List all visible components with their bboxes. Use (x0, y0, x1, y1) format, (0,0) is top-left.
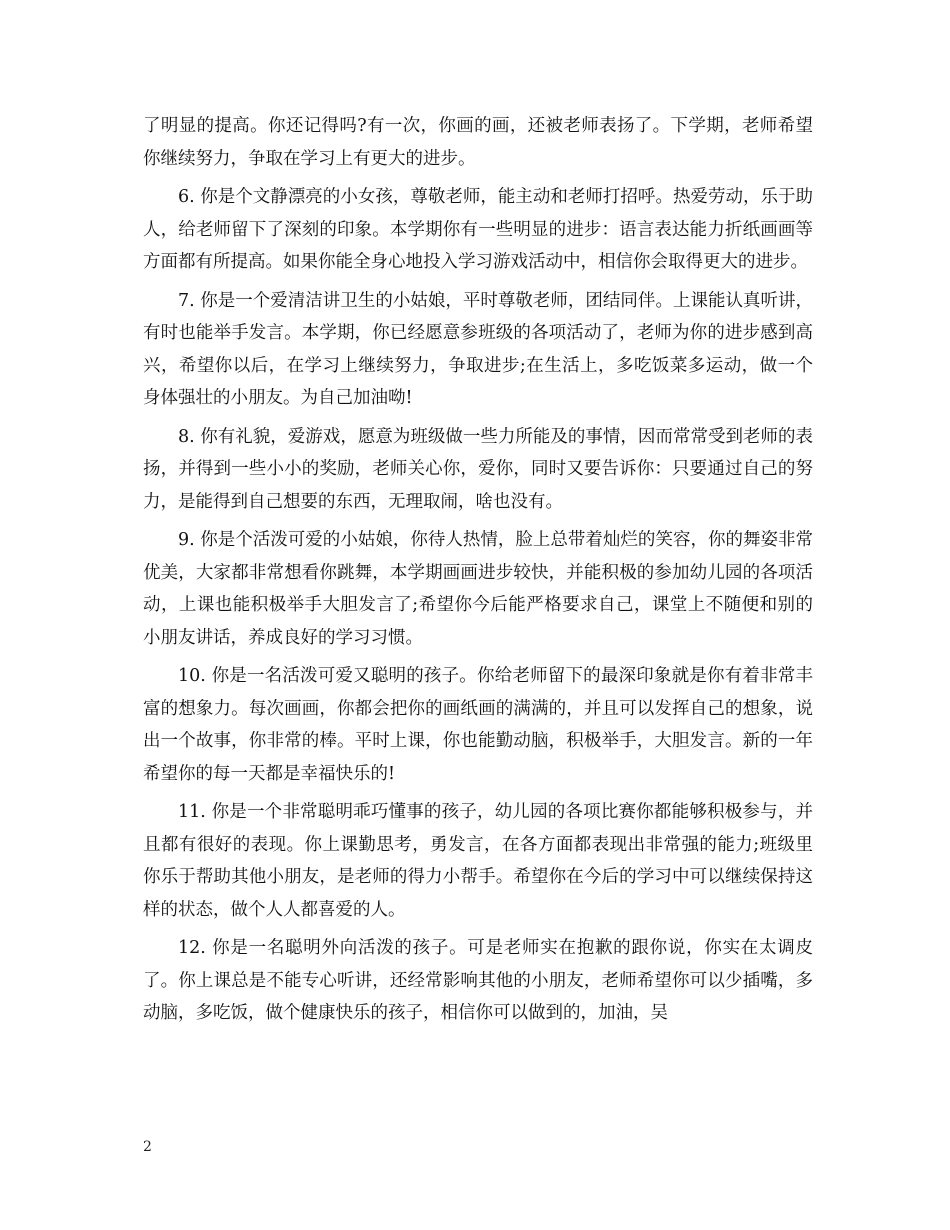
paragraph-item-10: 10. 你是一名活泼可爱又聪明的孩子。你给老师留下的最深印象就是你有着非常丰富的想象力。每次画画，你都会把你的画纸画的满满的，并且可以发挥自己的想象，说出一个故事，你非常的棒。平时上课，你也能勤动脑，积极举手，大胆发言。新的一年希望你的每一天都是幸福快乐的! (143, 666, 813, 784)
paragraph-item-9: 9. 你是个活泼可爱的小姑娘，你待人热情，脸上总带着灿烂的笑容，你的舞姿非常优美，大家都非常想看你跳舞，本学期画画进步较快，并能积极的参加幼儿园的各项活动，上课也能积极举手大胆发言了;希望你今后能严格要求自己，课堂上不随便和别的小朋友讲话，养成良好的学习习惯。 (143, 530, 813, 648)
paragraph-item-8: 8. 你有礼貌，爱游戏，愿意为班级做一些力所能及的事情，因而常常受到老师的表扬，并得到一些小小的奖励，老师关心你，爱你，同时又要告诉你：只要通过自己的努力，是能得到自己想要的东西，无理取闹，啥也没有。 (143, 426, 813, 512)
paragraph-item-7: 7. 你是一个爱清洁讲卫生的小姑娘，平时尊敬老师，团结同伴。上课能认真听讲，有时也能举手发言。本学期，你已经愿意参班级的各项活动了，老师为你的进步感到高兴，希望你以后，在学习上继续努力，争取进步;在生活上，多吃饭菜多运动，做一个身体强壮的小朋友。为自己加油呦! (143, 290, 813, 408)
paragraph-item-11: 11. 你是一个非常聪明乖巧懂事的孩子，幼儿园的各项比赛你都能够积极参与，并且都有很好的表现。你上课勤思考，勇发言，在各方面都表现出非常强的能力;班级里你乐于帮助其他小朋友，是老师的得力小帮手。希望你在今后的学习中可以继续保持这样的状态，做个人人都喜爱的人。 (143, 802, 813, 920)
paragraph-item-12: 12. 你是一名聪明外向活泼的孩子。可是老师实在抱歉的跟你说，你实在太调皮了。你上课总是不能专心听讲，还经常影响其他的小朋友，老师希望你可以少插嘴，多动脑，多吃饭，做个健康快乐的孩子，相信你可以做到的，加油，吴 (143, 938, 813, 1023)
paragraph-item-6: 6. 你是个文静漂亮的小女孩，尊敬老师，能主动和老师打招呼。热爱劳动，乐于助人，给老师留下了深刻的印象。本学期你有一些明显的进步：语言表达能力折纸画画等方面都有所提高。如果你能全身心地投入学习游戏活动中，相信你会取得更大的进步。 (143, 187, 813, 272)
paragraph-continuation: 了明显的提高。你还记得吗?有一次，你画的画，还被老师表扬了。下学期，老师希望你继续努力，争取在学习上有更大的进步。 (143, 116, 813, 169)
page-number: 2 (143, 1139, 152, 1155)
body-text (143, 110, 813, 1036)
